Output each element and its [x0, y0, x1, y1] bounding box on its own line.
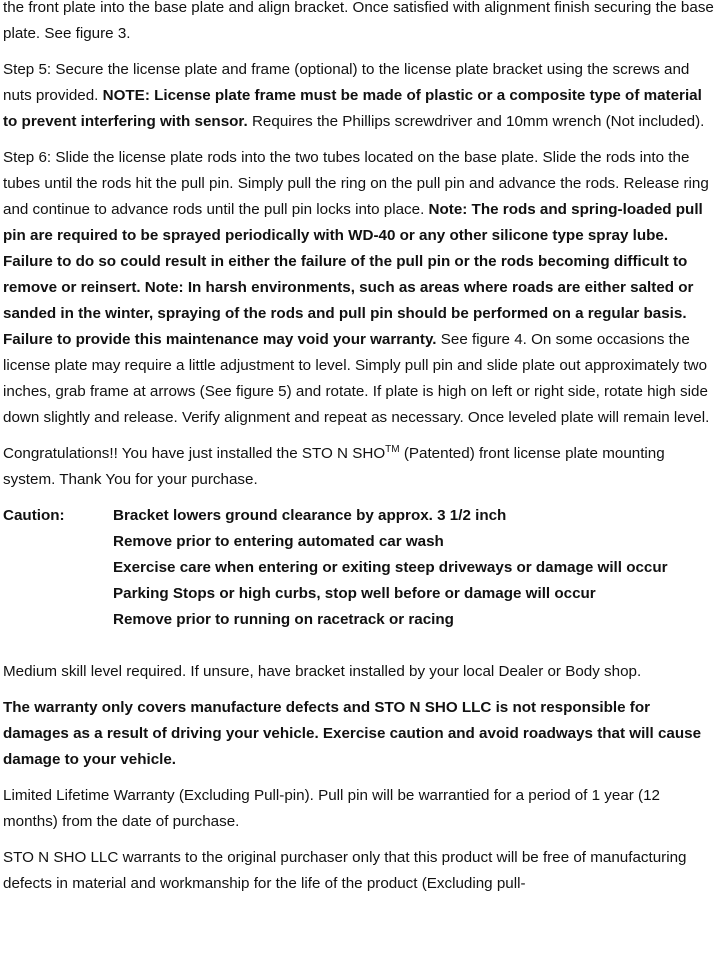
warranty-disclaimer	[3, 695, 715, 773]
step6-paragraph	[3, 145, 715, 431]
caution-line: Bracket lowers ground clearance by approx. 3 1/2 inch	[113, 507, 507, 524]
caution-line: Exercise care when entering or exiting steep driveways or damage will occur	[113, 559, 668, 576]
skill-paragraph: Medium skill level required. If unsure, have bracket installed by your local Dealer or Body shop.	[3, 663, 642, 680]
caution-label: Caution:	[3, 507, 65, 524]
step5-tail: Requires the Phillips screwdriver and 10mm wrench (Not included).	[247, 113, 705, 130]
step6-text: Step 6: Slide the license plate rods into the two tubes located on the base plate. Slide the rods into the tubes until the rods hit the pull pin. Simply pull the ring on the pull pin and advance the rods. Release ring and continue to advance rods until the pull pin locks into place.	[3, 149, 709, 218]
step6-tail: See figure 4. On some occasions the license plate may require a little adjustment to level. Simply pull pin and slide plate out approximately two inches, grab frame at arrows (See figure 5) and rotate. If plate is high on left or right side, rotate high side down slightly and release. Verify alignment and repeat as necessary. Once leveled plate will remain level.	[3, 331, 710, 426]
congrats-before: Congratulations!! You have just installed the STO N SHO	[3, 445, 386, 462]
step5-paragraph	[3, 57, 715, 135]
warranty-bold-text: The warranty only covers manufacture defects and STO N SHO LLC is not responsible for damages as a result of driving your vehicle. Exercise caution and avoid roadways that will cause damage to your vehicle.	[3, 699, 702, 768]
caution-line: Parking Stops or high curbs, stop well before or damage will occur	[113, 585, 596, 602]
caution-block	[3, 503, 715, 633]
step5-text: Step 5: Secure the license plate and frame (optional) to the license plate bracket using the screws and nuts provided.	[3, 61, 690, 104]
caution-list	[113, 503, 715, 633]
congrats-after: (Patented) front license plate mounting system. Thank You for your purchase.	[3, 445, 665, 488]
limited-warranty-paragraph: Limited Lifetime Warranty (Excluding Pull-pin). Pull pin will be warrantied for a period of 1 year (12 months) from the date of purchase.	[3, 787, 661, 830]
step6-note: Note: The rods and spring-loaded pull pin are required to be sprayed periodically with WD-40 or any other silicone type spray lube. Failure to do so could result in either the failure of the pull pin or the rods becoming difficult to remove or reinsert. Note: In harsh environments, such as areas where roads are either salted or sanded in the winter, spraying of the rods and pull pin should be performed on a regular basis. Failure to provide this maintenance may void your warranty.	[3, 201, 703, 348]
congrats-paragraph	[3, 441, 715, 493]
step4-tail-paragraph: the front plate into the base plate and align bracket. Once satisfied with alignment finish securing the base plate. See figure 3.	[3, 0, 714, 42]
warrants-paragraph: STO N SHO LLC warrants to the original purchaser only that this product will be free of manufacturing defects in material and workmanship for the life of the product (Excluding pull-	[3, 849, 687, 892]
trademark-mark: TM	[385, 444, 400, 455]
step5-note: NOTE: License plate frame must be made of plastic or a composite type of material to prevent interfering with sensor.	[3, 87, 702, 130]
caution-line: Remove prior to running on racetrack or racing	[113, 611, 454, 628]
caution-line: Remove prior to entering automated car wash	[113, 533, 444, 550]
document-page	[3, 0, 715, 907]
